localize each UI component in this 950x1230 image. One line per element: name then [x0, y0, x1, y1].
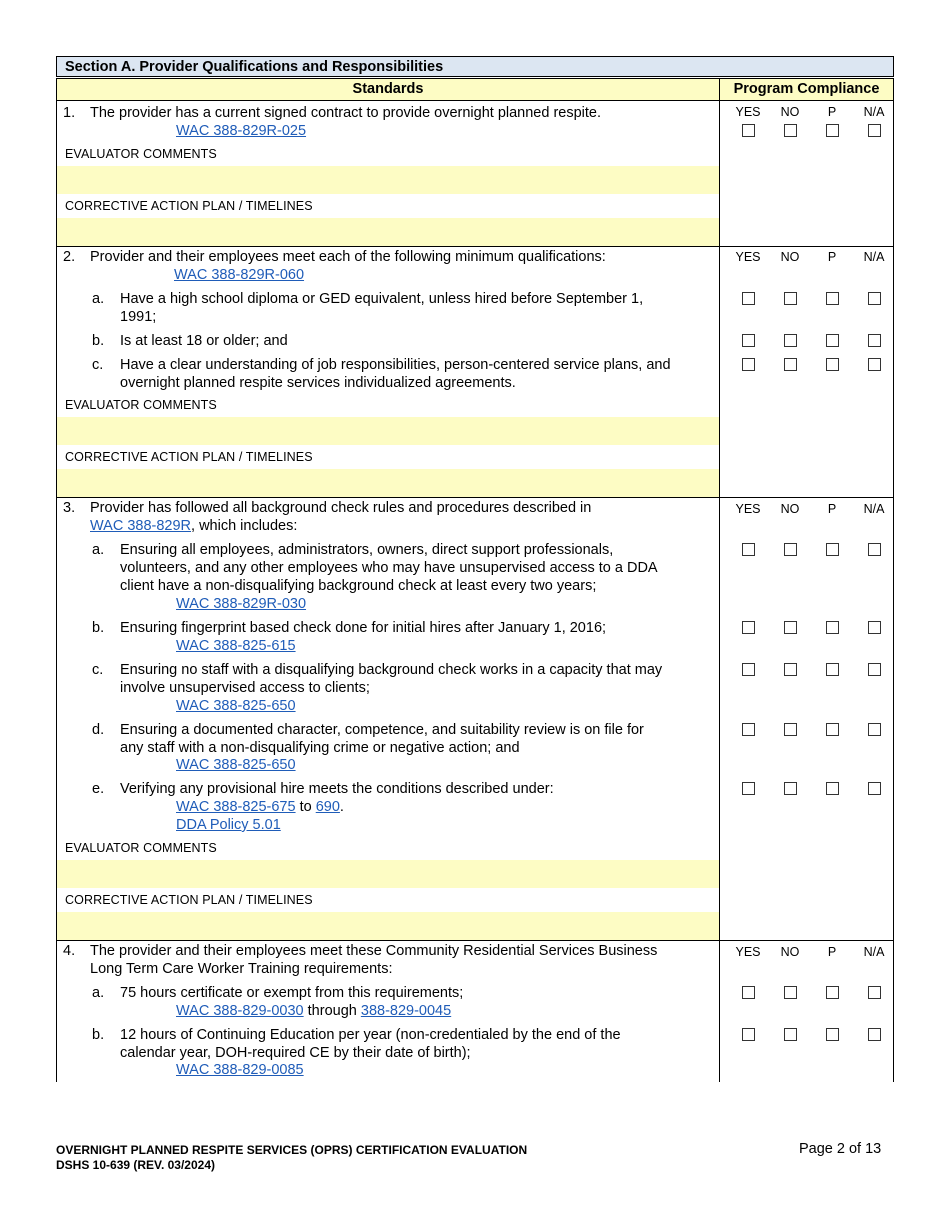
row-divider — [56, 940, 894, 941]
corrective-action-field[interactable] — [57, 218, 719, 246]
sub-letter: a. — [92, 542, 105, 558]
p-checkbox[interactable] — [826, 986, 839, 999]
corrective-action-field[interactable] — [57, 469, 719, 497]
sub-text: client have a non-disqualifying background check at least every two years; — [120, 578, 597, 594]
na-checkbox[interactable] — [868, 621, 881, 634]
no-checkbox[interactable] — [784, 621, 797, 634]
p-header: P — [827, 250, 837, 264]
wac-link[interactable]: WAC 388-829R — [90, 518, 192, 534]
item-number: 4. — [63, 943, 76, 959]
yes-checkbox[interactable] — [742, 1028, 755, 1041]
link-separator: . — [339, 799, 344, 815]
p-header: P — [827, 945, 837, 959]
evaluator-comments-field[interactable] — [57, 417, 719, 445]
no-checkbox[interactable] — [784, 358, 797, 371]
sub-letter: b. — [92, 620, 105, 636]
row-divider — [56, 246, 894, 247]
no-checkbox[interactable] — [784, 663, 797, 676]
sub-text: 1991; — [120, 309, 157, 325]
wac-link[interactable]: WAC 388-825-675 — [176, 799, 296, 815]
wac-link[interactable]: WAC 388-825-650 — [176, 757, 296, 773]
p-header: P — [827, 105, 837, 119]
sub-letter: a. — [92, 291, 105, 307]
page-number: Page 2 of 13 — [799, 1141, 882, 1157]
evaluator-comments-label: EVALUATOR COMMENTS — [65, 398, 217, 412]
evaluator-comments-label: EVALUATOR COMMENTS — [65, 147, 217, 161]
sub-text: 75 hours certificate or exempt from this requirements; — [120, 985, 464, 1001]
corrective-action-label: CORRECTIVE ACTION PLAN / TIMELINES — [65, 199, 313, 213]
wac-link[interactable]: WAC 388-829R-025 — [176, 123, 307, 139]
yes-checkbox[interactable] — [742, 543, 755, 556]
footer-form-number: DSHS 10-639 (REV. 03/2024) — [56, 1158, 215, 1172]
na-header: N/A — [863, 502, 885, 516]
sub-text: Ensuring all employees, administrators, owners, direct support professionals, — [120, 542, 614, 558]
item-text: Long Term Care Worker Training requirements: — [90, 961, 393, 977]
na-header: N/A — [863, 105, 885, 119]
na-checkbox[interactable] — [868, 543, 881, 556]
sub-letter: c. — [92, 357, 104, 373]
standards-header: Standards — [56, 78, 720, 101]
sub-text: Ensuring no staff with a disqualifying background check works in a capacity that may — [120, 662, 663, 678]
sub-letter: a. — [92, 985, 105, 1001]
yes-checkbox[interactable] — [742, 986, 755, 999]
na-checkbox[interactable] — [868, 723, 881, 736]
yes-checkbox[interactable] — [742, 292, 755, 305]
sub-text: 12 hours of Continuing Education per year (non-credentialed by the end of the — [120, 1027, 621, 1043]
sub-text: Verifying any provisional hire meets the conditions described under: — [120, 781, 554, 797]
yes-header: YES — [735, 502, 761, 516]
sub-letter: d. — [92, 722, 105, 738]
sub-text: calendar year, DOH-required CE by their date of birth); — [120, 1045, 471, 1061]
p-checkbox[interactable] — [826, 663, 839, 676]
yes-checkbox[interactable] — [742, 621, 755, 634]
p-checkbox[interactable] — [826, 621, 839, 634]
wac-link[interactable]: WAC 388-825-650 — [176, 698, 296, 714]
wac-link[interactable]: WAC 388-825-615 — [176, 638, 296, 654]
sub-text: any staff with a non-disqualifying crime or negative action; and — [120, 740, 520, 756]
yes-checkbox[interactable] — [742, 723, 755, 736]
item-text: The provider has a current signed contract to provide overnight planned respite. — [90, 105, 602, 121]
item-number: 1. — [63, 105, 76, 121]
item-number: 3. — [63, 500, 76, 516]
sub-text: overnight planned respite services individualized agreements. — [120, 375, 516, 391]
corrective-action-label: CORRECTIVE ACTION PLAN / TIMELINES — [65, 450, 313, 464]
na-checkbox[interactable] — [868, 334, 881, 347]
evaluator-comments-field[interactable] — [57, 166, 719, 194]
no-checkbox[interactable] — [784, 723, 797, 736]
yes-header: YES — [735, 250, 761, 264]
policy-link[interactable]: DDA Policy 5.01 — [176, 817, 281, 833]
no-header: NO — [780, 105, 800, 119]
no-checkbox[interactable] — [784, 782, 797, 795]
row-divider — [56, 497, 894, 498]
sub-letter: b. — [92, 1027, 105, 1043]
p-checkbox[interactable] — [826, 543, 839, 556]
p-checkbox[interactable] — [826, 1028, 839, 1041]
na-checkbox[interactable] — [868, 782, 881, 795]
wac-link[interactable]: 388-829-0045 — [360, 1003, 452, 1019]
no-header: NO — [780, 502, 800, 516]
item-text: Provider and their employees meet each of the following minimum qualifications: — [90, 249, 606, 265]
compliance-header: Program Compliance — [719, 78, 894, 101]
no-checkbox[interactable] — [784, 292, 797, 305]
right-border — [893, 100, 894, 1082]
item-text: , which includes: — [191, 518, 298, 534]
sub-text: volunteers, and any other employees who may have unsupervised access to a DDA — [120, 560, 658, 576]
evaluator-comments-label: EVALUATOR COMMENTS — [65, 841, 217, 855]
na-checkbox[interactable] — [868, 124, 881, 137]
na-header: N/A — [863, 945, 885, 959]
footer-form-info — [56, 1143, 527, 1173]
item-number: 2. — [63, 249, 76, 265]
yes-header: YES — [735, 945, 761, 959]
no-header: NO — [780, 250, 800, 264]
sub-text: Have a clear understanding of job responsibilities, person-centered service plans, and — [120, 357, 671, 373]
yes-checkbox[interactable] — [742, 358, 755, 371]
yes-checkbox[interactable] — [742, 782, 755, 795]
na-checkbox[interactable] — [868, 663, 881, 676]
footer-title: OVERNIGHT PLANNED RESPITE SERVICES (OPRS) CERTIFICATION EVALUATION — [56, 1143, 528, 1157]
yes-header: YES — [735, 105, 761, 119]
p-checkbox[interactable] — [826, 358, 839, 371]
wac-link[interactable]: WAC 388-829R-030 — [176, 596, 307, 612]
yes-checkbox[interactable] — [742, 124, 755, 137]
no-checkbox[interactable] — [784, 334, 797, 347]
p-checkbox[interactable] — [826, 782, 839, 795]
sub-text: Ensuring fingerprint based check done for initial hires after January 1, 2016; — [120, 620, 607, 636]
wac-link[interactable]: WAC 388-829-0030 — [176, 1003, 304, 1019]
section-title: Section A. Provider Qualifications and Responsibilities — [56, 56, 894, 77]
p-checkbox[interactable] — [826, 292, 839, 305]
na-checkbox[interactable] — [868, 358, 881, 371]
item-text: The provider and their employees meet these Community Residential Services Business — [90, 943, 658, 959]
sub-letter: e. — [92, 781, 105, 797]
no-checkbox[interactable] — [784, 124, 797, 137]
yes-checkbox[interactable] — [742, 663, 755, 676]
na-header: N/A — [863, 250, 885, 264]
no-checkbox[interactable] — [784, 543, 797, 556]
corrective-action-field[interactable] — [57, 912, 719, 940]
sub-text: involve unsupervised access to clients; — [120, 680, 370, 696]
p-checkbox[interactable] — [826, 334, 839, 347]
no-checkbox[interactable] — [784, 1028, 797, 1041]
na-checkbox[interactable] — [868, 292, 881, 305]
sub-text: Ensuring a documented character, competence, and suitability review is on file for — [120, 722, 644, 738]
no-header: NO — [780, 945, 800, 959]
corrective-action-label: CORRECTIVE ACTION PLAN / TIMELINES — [65, 893, 313, 907]
evaluation-form — [56, 56, 894, 1082]
sub-text: Is at least 18 or older; and — [120, 333, 288, 349]
na-checkbox[interactable] — [868, 986, 881, 999]
no-checkbox[interactable] — [784, 986, 797, 999]
yes-checkbox[interactable] — [742, 334, 755, 347]
wac-link[interactable]: WAC 388-829-0085 — [176, 1062, 304, 1078]
column-divider — [719, 100, 720, 1082]
evaluator-comments-field[interactable] — [57, 860, 719, 888]
link-separator: to — [295, 799, 316, 815]
link-separator: through — [303, 1003, 361, 1019]
sub-letter: b. — [92, 333, 105, 349]
p-checkbox[interactable] — [826, 124, 839, 137]
item-text: Provider has followed all background check rules and procedures described in — [90, 500, 592, 516]
na-checkbox[interactable] — [868, 1028, 881, 1041]
p-checkbox[interactable] — [826, 723, 839, 736]
sub-text: Have a high school diploma or GED equivalent, unless hired before September 1, — [120, 291, 644, 307]
sub-letter: c. — [92, 662, 104, 678]
p-header: P — [827, 502, 837, 516]
wac-link[interactable]: 690 — [315, 799, 340, 815]
wac-link[interactable]: WAC 388-829R-060 — [174, 267, 305, 283]
